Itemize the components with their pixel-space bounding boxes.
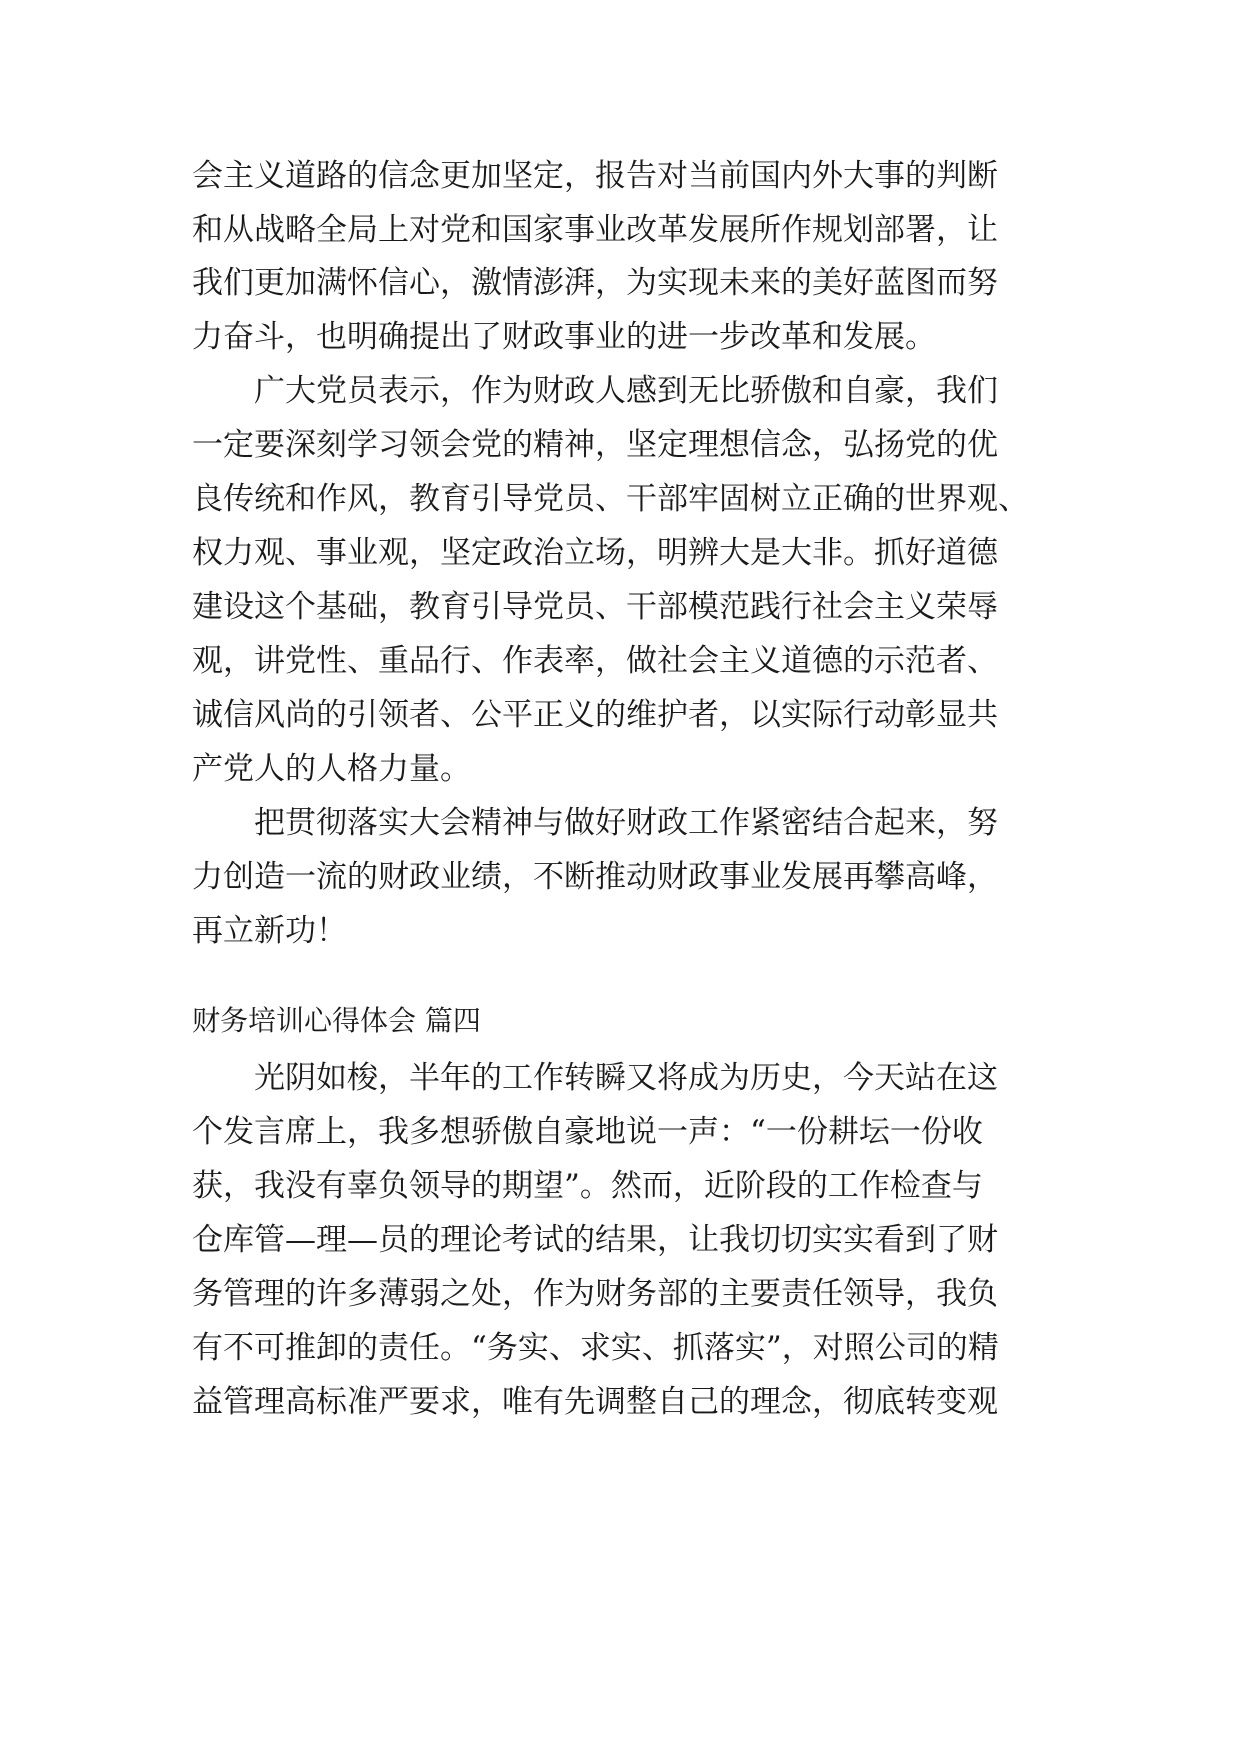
text-line: 建设这个基础，教育引导党员、干部模范践行社会主义荣辱	[192, 589, 998, 625]
text-line: 我们更加满怀信心，激情澎湃，为实现未来的美好蓝图而努	[192, 265, 998, 301]
text-line: 观，讲党性、重品行、作表率，做社会主义道德的示范者、	[192, 643, 998, 679]
text-line: 产党人的人格力量。	[192, 751, 471, 787]
text-line: 个发言席上，我多想骄傲自豪地说一声：“一份耕坛一份收	[192, 1114, 983, 1150]
text-line: 益管理高标准严要求，唯有先调整自己的理念，彻底转变观	[192, 1384, 998, 1420]
text-line: 再立新功！	[192, 913, 347, 949]
text-line: 权力观、事业观，坚定政治立场，明辨大是大非。抓好道德	[192, 535, 998, 571]
text-line: 和从战略全局上对党和国家事业改革发展所作规划部署，让	[192, 212, 998, 248]
text-line: 一定要深刻学习领会党的精神，坚定理想信念，弘扬党的优	[192, 427, 998, 463]
text-line: 良传统和作风，教育引导党员、干部牢固树立正确的世界观、	[192, 481, 1029, 517]
text-line: 把贯彻落实大会精神与做好财政工作紧密结合起来，努	[192, 805, 998, 841]
text-line: 力奋斗，也明确提出了财政事业的进一步改革和发展。	[192, 319, 936, 355]
text-line: 仓库管—理—员的理论考试的结果，让我切切实实看到了财	[192, 1222, 998, 1258]
text-line: 获，我没有辜负领导的期望”。然而，近阶段的工作检查与	[192, 1168, 983, 1204]
text-line: 务管理的许多薄弱之处，作为财务部的主要责任领导，我负	[192, 1276, 998, 1312]
text-line: 会主义道路的信念更加坚定，报告对当前国内外大事的判断	[192, 158, 998, 194]
text-line: 光阴如梭，半年的工作转瞬又将成为历史，今天站在这	[192, 1060, 998, 1096]
text-line: 有不可推卸的责任。“务实、求实、抓落实”，对照公司的精	[192, 1330, 999, 1366]
text-line: 诚信风尚的引领者、公平正义的维护者，以实际行动彰显共	[192, 697, 998, 733]
section-heading: 财务培训心得体会 篇四	[192, 1004, 481, 1037]
text-line: 广大党员表示，作为财政人感到无比骄傲和自豪，我们	[192, 373, 998, 409]
text-line: 力创造一流的财政业绩，不断推动财政事业发展再攀高峰，	[192, 859, 998, 895]
